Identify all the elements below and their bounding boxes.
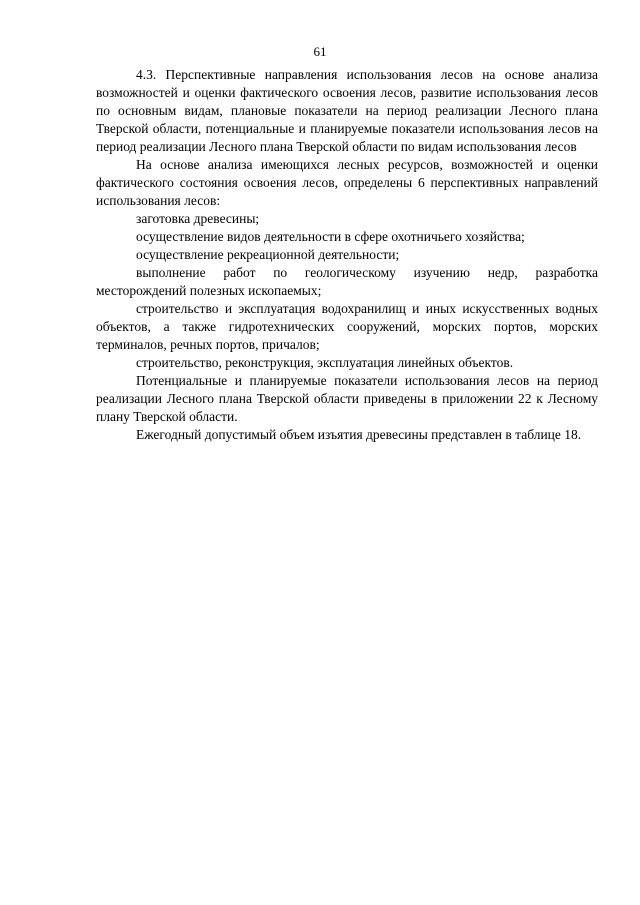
direction-item: осуществление рекреационной деятельности; <box>136 247 400 262</box>
direction-item: выполнение работ по геологическому изучению недр, разработка месторождений полезных ископаемых; <box>96 265 598 298</box>
direction-item: строительство и эксплуатация водохранилищ и иных искусственных водных объектов, а также гидротехнических сооружений, морских портов, морских терминалов, речных портов, причалов; <box>96 301 598 352</box>
page-content <box>96 66 598 444</box>
direction-item: строительство, реконструкция, эксплуатация линейных объектов. <box>136 355 514 370</box>
section-heading: 4.3. Перспективные направления использования лесов на основе анализа возможностей и оценки фактического освоения лесов, развитие использования лесов по основным видам, плановые показатели на период реализации Лесного плана Тверской области, потенциальные и планируемые показатели использования лесов на период реализации Лесного плана Тверской области по видам использования лесов <box>96 67 598 154</box>
intro-paragraph: На основе анализа имеющихся лесных ресурсов, возможностей и оценки фактического состояния освоения лесов, определены 6 перспективных направлений использования лесов: <box>96 157 598 208</box>
direction-item: осуществление видов деятельности в сфере охотничьего хозяйства; <box>136 229 525 244</box>
direction-item: заготовка древесины; <box>136 211 260 226</box>
annual-volume-paragraph: Ежегодный допустимый объем изъятия древесины представлен в таблице 18. <box>136 427 582 442</box>
indicators-paragraph: Потенциальные и планируемые показатели использования лесов на период реализации Лесного плана Тверской области приведены в приложении 22 к Лесному плану Тверской области. <box>96 373 598 424</box>
page-number: 61 <box>313 44 327 59</box>
